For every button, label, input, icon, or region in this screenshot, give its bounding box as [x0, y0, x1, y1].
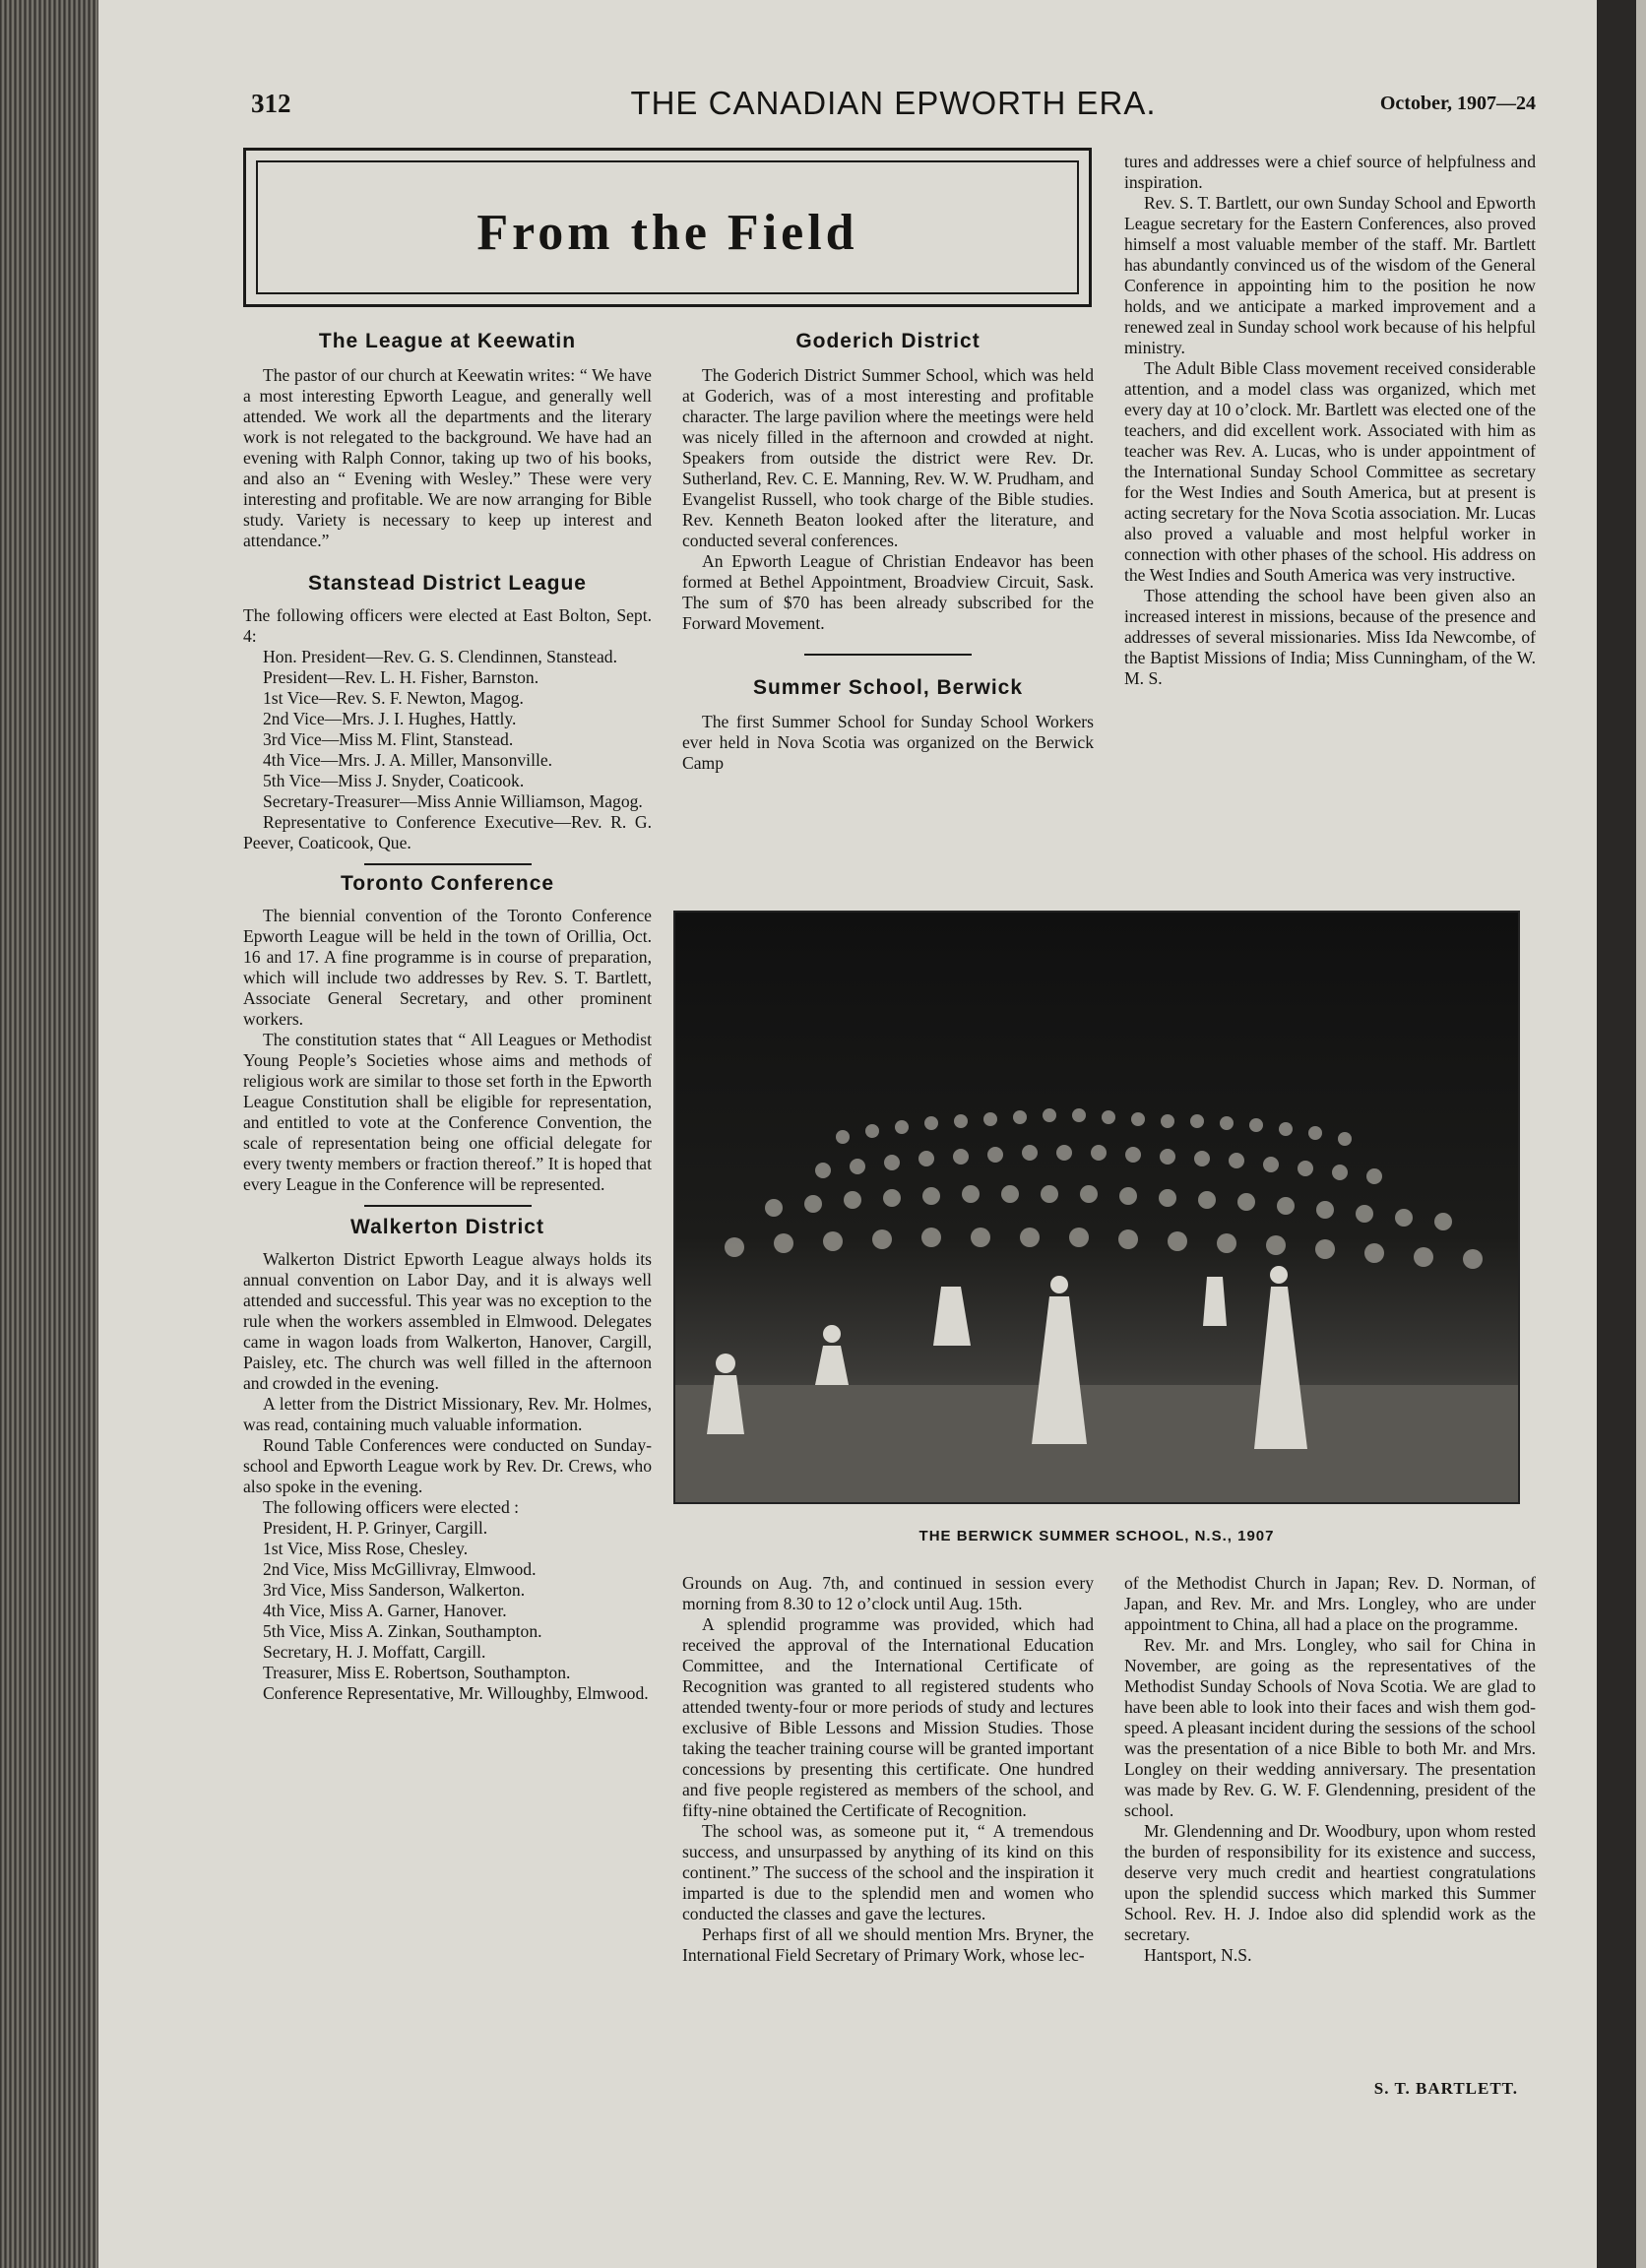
- author-signature: S. T. BARTLETT.: [1373, 2079, 1518, 2098]
- officer-line: 2nd Vice, Miss McGillivray, Elmwood.: [263, 1559, 537, 1579]
- officer-line: 3rd Vice, Miss Sanderson, Walkerton.: [263, 1580, 526, 1600]
- officer-line: Treasurer, Miss E. Robertson, Southampton.: [263, 1663, 571, 1682]
- officer-line: 3rd Vice—Miss M. Flint, Stanstead.: [263, 729, 514, 749]
- page-number: 312: [251, 89, 291, 118]
- masthead: THE CANADIAN EPWORTH ERA.: [630, 85, 1157, 121]
- article-body: Round Table Conferences were conducted on Sunday-school and Epworth League work by Rev. Dr. Crews, who also spoke in the evening.: [243, 1435, 652, 1496]
- banner-title: From the Field: [476, 205, 858, 261]
- column-3-bottom: [1124, 1573, 1536, 1966]
- article-title-keewatin: The League at Keewatin: [318, 330, 577, 352]
- article-body: Rev. S. T. Bartlett, our own Sunday School and Epworth League secretary for the Eastern Conferences, also proved himself a most valuable member of the staff. Mr. Bartlett has abundantly convinced us of the wisdom of the General Conference in appointing him to the position he now holds, and we anticipate a marked improvement and a renewed zeal in Sunday school work because of his helpful ministry.: [1124, 193, 1536, 357]
- article-body: Mr. Glendenning and Dr. Woodbury, upon whom rested the burden of responsibility for its existence and success, deserve very much credit and heartiest congratulations upon the splendid success which marked this Summer School. Rev. H. J. Indoe also did splendid work as the secretary.: [1124, 1821, 1536, 1944]
- officer-line: Secretary, H. J. Moffatt, Cargill.: [263, 1642, 486, 1662]
- article-title-goderich: Goderich District: [795, 330, 981, 352]
- photo-caption: THE BERWICK SUMMER SCHOOL, N.S., 1907: [918, 1528, 1275, 1544]
- photo-image: [675, 913, 1518, 1502]
- officer-line: Representative to Conference Executive—Rev. R. G. Peever, Coaticook, Que.: [243, 812, 652, 852]
- issue-date: October, 1907—24: [1379, 93, 1536, 114]
- column-3-top: [1124, 152, 1536, 689]
- article-body: The following officers were elected :: [263, 1497, 520, 1517]
- officer-line: President—Rev. L. H. Fisher, Barnston.: [263, 667, 539, 687]
- officer-line: Conference Representative, Mr. Willoughby, Elmwood.: [263, 1683, 649, 1703]
- article-title-stanstead: Stanstead District League: [308, 572, 587, 595]
- article-body: The first Summer School for Sunday School Workers ever held in Nova Scotia was organized on the Berwick Camp: [682, 712, 1094, 773]
- article-body: Perhaps first of all we should mention Mrs. Bryner, the International Field Secretary of Primary Work, whose lec-: [682, 1924, 1094, 1965]
- article-body: An Epworth League of Christian Endeavor has been formed at Bethel Appointment, Broadview Circuit, Sask. The sum of $70 has been already subscribed for the Forward Movement.: [682, 551, 1094, 633]
- article-body: A splendid programme was provided, which had received the approval of the International Education Committee, and the International Certificate of Recognition was granted to all registered students who attended twenty-four or more periods of study and lectures exclusive of Bible Lessons and Mission Studies. Those taking the teacher training course will be granted important concessions by presenting this certificate. One hundred and five people registered as members of the school, and fifty-nine obtained the Certificate of Recognition.: [682, 1614, 1094, 1820]
- article-body: Grounds on Aug. 7th, and continued in session every morning from 8.30 to 12 o’clock until Aug. 15th.: [682, 1573, 1094, 1613]
- article-body: Walkerton District Epworth League always holds its annual convention on Labor Day, and it is always well attended and successful. This year was no exception to the rule when the workers assembled in Elmwood. Delegates came in wagon loads from Walkerton, Hanover, Cargill, Paisley, etc. The church was well filled in the afternoon and crowded in the evening.: [243, 1249, 652, 1393]
- article-title-walkerton: Walkerton District: [350, 1216, 544, 1238]
- article-body: The constitution states that “ All Leagues or Methodist Young People’s Societies whose aims and methods of religious work are similar to those set forth in the Epworth League Constitution shall be eligible for representation, and entitled to vote at the Conference Convention, the scale of representation being one official delegate for every twenty members or fraction thereof.” It is hoped that every League in the Conference will be represented.: [243, 1030, 652, 1194]
- group-photograph: [673, 911, 1520, 1504]
- officer-line: 5th Vice, Miss A. Zinkan, Southampton.: [263, 1621, 542, 1641]
- column-2-top: [682, 331, 1094, 774]
- officer-line: Secretary-Treasurer—Miss Annie Williamson, Magog.: [263, 791, 643, 811]
- article-body: The Goderich District Summer School, which was held at Goderich, was of a most interesting and profitable character. The large pavilion where the meetings were held was nicely filled in the afternoon and crowded at night. Speakers from outside the district were Rev. Dr. Sutherland, Rev. C. E. Manning, Rev. W. W. Prudham, and Evangelist Russell, who took charge of the Bible studies. Rev. Kenneth Beaton looked after the literature, and conducted several conferences.: [682, 365, 1094, 550]
- article-body: A letter from the District Missionary, Rev. Mr. Holmes, was read, containing much valuable information.: [243, 1394, 652, 1434]
- article-body: The pastor of our church at Keewatin writes: “ We have a most interesting Epworth League, and generally well attended. We work all the departments and the literary work is not relegated to the background. We have had an evening with Ralph Connor, taking up two of his books, and also an “ Evening with Wesley.” These were very interesting and profitable. We are now arranging for Bible study. Variety is necessary to keep up interest and attendance.”: [243, 365, 652, 550]
- article-body: The biennial convention of the Toronto Conference Epworth League will be held in the town of Orillia, Oct. 16 and 17. A fine programme is in course of preparation, which will include two addresses by Rev. S. T. Bartlett, Associate General Secretary, and other prominent workers.: [243, 906, 652, 1029]
- page-edge: [1597, 0, 1636, 2268]
- officer-line: 5th Vice—Miss J. Snyder, Coaticook.: [263, 771, 525, 790]
- officer-line: 4th Vice, Miss A. Garner, Hanover.: [263, 1601, 507, 1620]
- officer-line: 4th Vice—Mrs. J. A. Miller, Mansonville.: [263, 750, 553, 770]
- officer-line: Hon. President—Rev. G. S. Clendinnen, Stanstead.: [263, 647, 617, 666]
- banner-box: [243, 148, 1092, 307]
- article-body: The school was, as someone put it, “ A tremendous success, and unsurpassed by anything of its kind on this continent.” The success of the school and the inspiration it imparted is due to the splendid men and women who conducted the classes and gave the lectures.: [682, 1821, 1094, 1923]
- officer-line: President, H. P. Grinyer, Cargill.: [263, 1518, 488, 1538]
- column-1: [243, 331, 652, 1704]
- article-title-toronto: Toronto Conference: [340, 872, 555, 895]
- article-body: of the Methodist Church in Japan; Rev. D. Norman, of Japan, and Rev. Mr. and Mrs. Longley, who are under appointment to China, all had a place on the programme.: [1124, 1573, 1536, 1634]
- officer-line: 2nd Vice—Mrs. J. I. Hughes, Hattly.: [263, 709, 517, 728]
- officer-line: 1st Vice—Rev. S. F. Newton, Magog.: [263, 688, 524, 708]
- article-body: The following officers were elected at East Bolton, Sept. 4:: [243, 605, 652, 646]
- dateline: Hantsport, N.S.: [1144, 1945, 1252, 1965]
- banner-inner-border: [256, 160, 1079, 294]
- article-title-berwick: Summer School, Berwick: [752, 676, 1024, 699]
- article-body: tures and addresses were a chief source of helpfulness and inspiration.: [1124, 152, 1536, 192]
- article-body: Those attending the school have been given also an increased interest in missions, because of the presence and addresses of several missionaries. Miss Ida Newcombe, of the Baptist Missions of India; Miss Cunningham, of the W. M. S.: [1124, 586, 1536, 688]
- column-2-bottom: [682, 1573, 1094, 1966]
- running-header: [251, 85, 1536, 124]
- article-body: Rev. Mr. and Mrs. Longley, who sail for China in November, are going as the representatives of the Methodist Sunday Schools of Nova Scotia. We are glad to have been able to look into their faces and wish them god-speed. A pleasant incident during the sessions of the school was the presentation of a nice Bible to both Mr. and Mrs. Longley on their wedding anniversary. The presentation was made by Rev. G. W. F. Glendenning, president of the school.: [1124, 1635, 1536, 1820]
- article-body: The Adult Bible Class movement received considerable attention, and a model class was organized, which met every day at 10 o’clock. Mr. Bartlett was elected one of the teachers, and did excellent work. Associated with him as teacher was Rev. A. Lucas, who is under appointment of the International Sunday School Committee as secretary for the West Indies and South America, but at present is acting secretary for the Nova Scotia association. Mr. Lucas also proved a valuable and most helpful worker in connection with other phases of the school. His address on the West Indies and South America was very instructive.: [1124, 358, 1536, 585]
- officer-line: 1st Vice, Miss Rose, Chesley.: [263, 1539, 469, 1558]
